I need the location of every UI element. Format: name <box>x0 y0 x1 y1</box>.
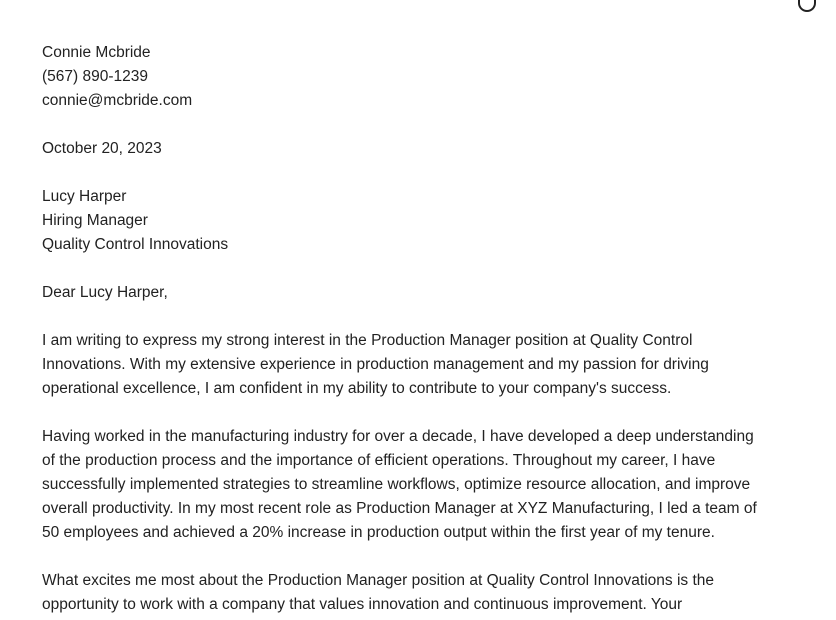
paragraph-line: Innovations. With my extensive experience in production management and my passion for driving <box>42 356 709 373</box>
paragraph-1 <box>42 329 790 401</box>
letter-date: October 20, 2023 <box>42 140 162 157</box>
recipient-name: Lucy Harper <box>42 188 127 205</box>
paragraph-line: opportunity to work with a company that values innovation and continuous improvement. Your <box>42 596 683 613</box>
paragraph-line: I am writing to express my strong interest in the Production Manager position at Quality Control <box>42 332 693 349</box>
paragraph-3 <box>42 569 790 617</box>
paragraph-2 <box>42 425 790 545</box>
sender-phone: (567) 890-1239 <box>42 68 148 85</box>
recipient-company: Quality Control Innovations <box>42 236 229 253</box>
cover-letter <box>42 41 790 617</box>
paragraph-line: of the production process and the importance of efficient operations. Throughout my career, I have <box>42 452 716 469</box>
corner-glyph-icon <box>798 0 816 12</box>
paragraph-line: operational excellence, I am confident in my ability to contribute to your company's success. <box>42 380 672 397</box>
paragraph-line: overall productivity. In my most recent role as Production Manager at XYZ Manufacturing, I led a team of <box>42 500 757 517</box>
paragraph-line: 50 employees and achieved a 20% increase in production output within the first year of my tenure. <box>42 524 715 541</box>
paragraph-line: successfully implemented strategies to streamline workflows, optimize resource allocation, and improve <box>42 476 751 493</box>
paragraph-line: Having worked in the manufacturing industry for over a decade, I have developed a deep understanding <box>42 428 754 445</box>
paragraph-line: What excites me most about the Production Manager position at Quality Control Innovations is the <box>42 572 715 589</box>
salutation: Dear Lucy Harper, <box>42 284 168 301</box>
sender-name: Connie Mcbride <box>42 44 151 61</box>
sender-email: connie@mcbride.com <box>42 92 193 109</box>
recipient-title: Hiring Manager <box>42 212 148 229</box>
